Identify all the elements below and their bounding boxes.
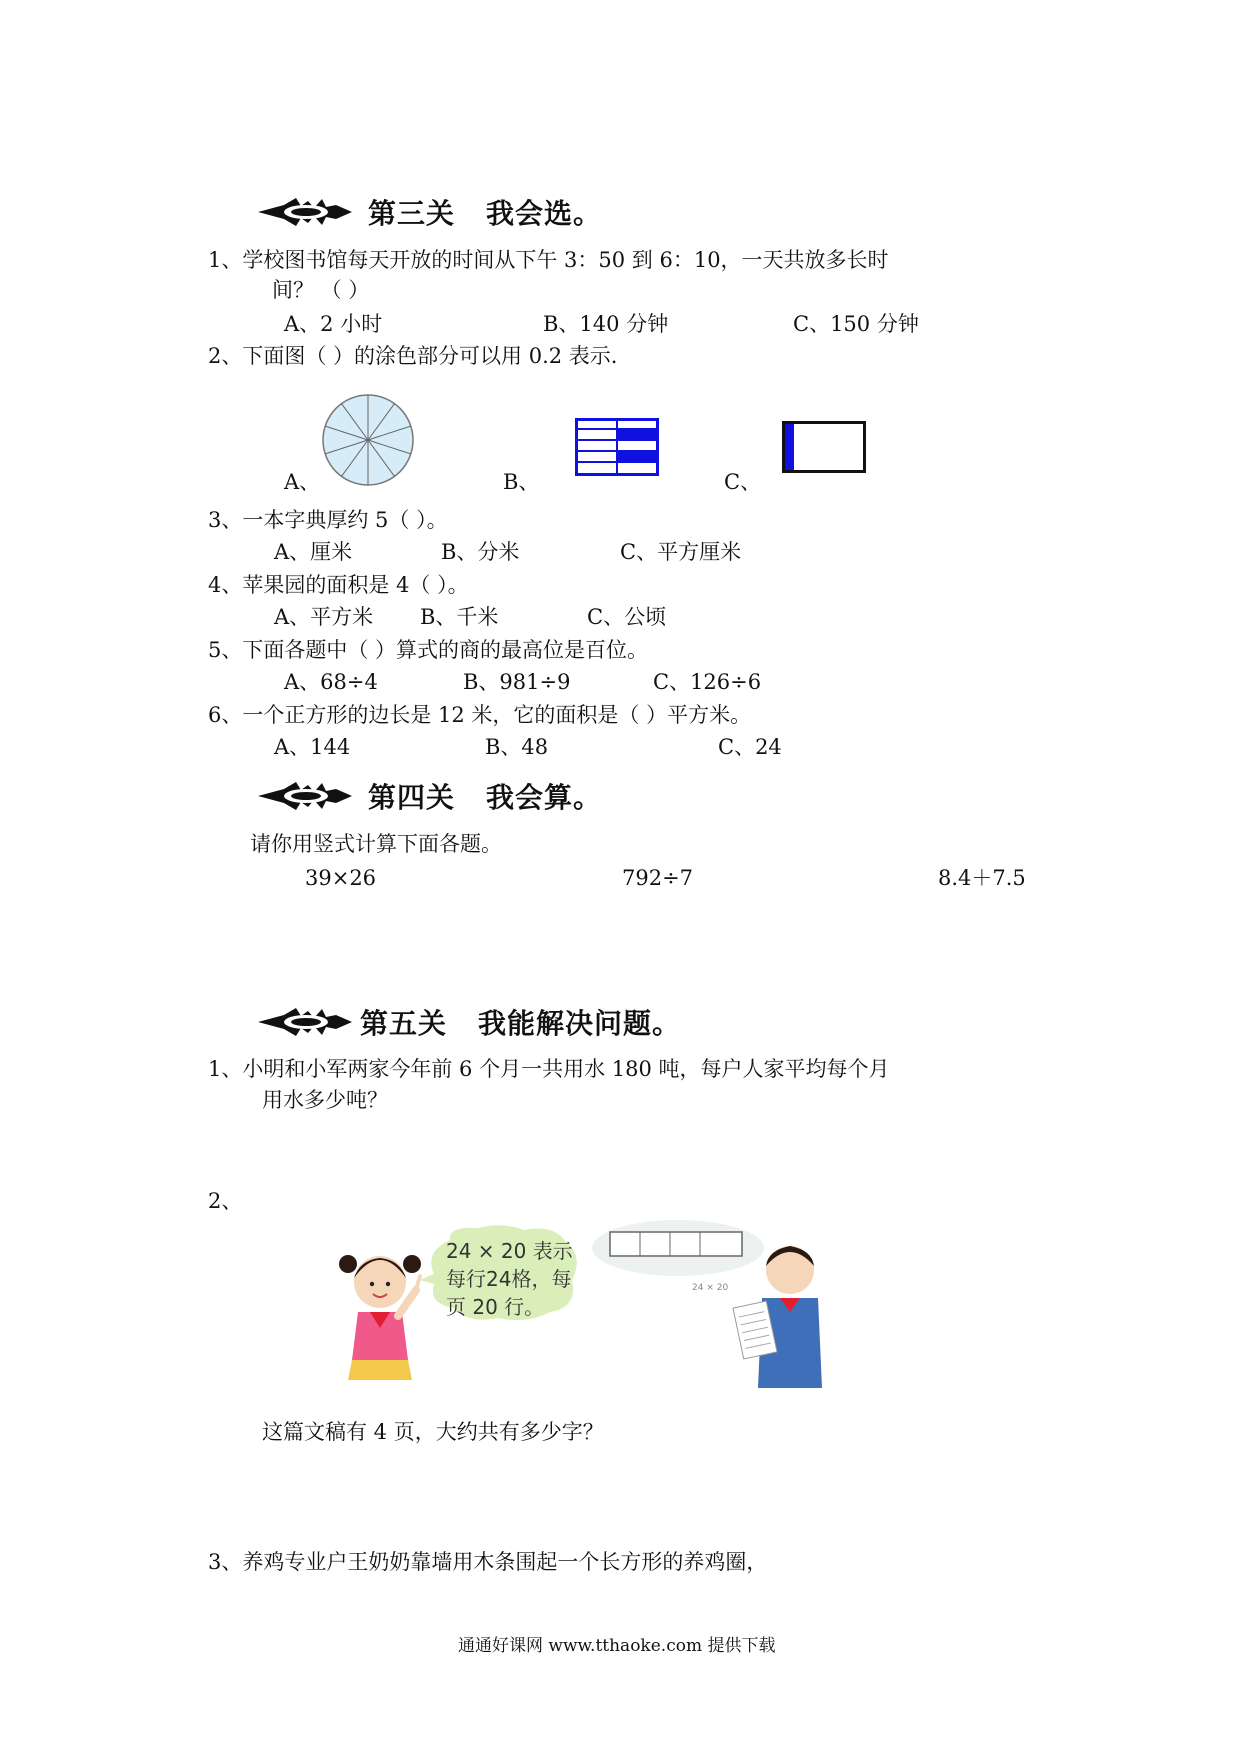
speech-bubble <box>420 1225 577 1320</box>
section5-emblem-icon <box>256 1006 354 1038</box>
q2-option-a: A、 <box>284 470 321 494</box>
q1-option-c: C、150 分钟 <box>793 312 919 336</box>
q2-figure-c-rectangle <box>782 421 866 473</box>
speech-line-1: 24 × 20 表示 <box>446 1239 573 1263</box>
section3-emblem-icon <box>256 196 354 228</box>
q4-option-a: A、平方米 <box>274 605 374 629</box>
q1-line2: 间？ （ ） <box>272 278 370 302</box>
speech-line-2: 每行24格，每 <box>446 1267 572 1291</box>
q2-figure-b-grid <box>575 418 659 476</box>
q2-figure-a-circle <box>320 392 416 488</box>
s5-q1-line1: 1、小明和小军两家今年前 6 个月一共用水 180 吨，每户人家平均每个月 <box>208 1057 890 1081</box>
speech-line-3: 页 20 行。 <box>446 1295 545 1319</box>
q3-text: 3、一本字典厚约 5（ ）。 <box>208 508 448 532</box>
section4-instruction: 请你用竖式计算下面各题。 <box>250 832 502 856</box>
q5-option-b: B、981÷9 <box>463 670 571 694</box>
q1-option-a: A、2 小时 <box>284 312 383 336</box>
manuscript-grid-panel <box>592 1220 764 1293</box>
q2-option-c: C、 <box>724 470 762 494</box>
s5-q2-question: 这篇文稿有 4 页，大约共有多少字？ <box>262 1420 604 1444</box>
q3-option-b: B、分米 <box>441 540 520 564</box>
s5-q2-number: 2、 <box>208 1189 243 1213</box>
s5-q1-line2: 用水多少吨？ <box>262 1088 388 1112</box>
section3-number: 第三关 <box>368 197 456 230</box>
section3-title: 我会选。 <box>486 197 603 230</box>
section4-title: 我会算。 <box>486 781 603 814</box>
q5-option-c: C、126÷6 <box>653 670 762 694</box>
q3-option-c: C、平方厘米 <box>620 540 742 564</box>
page-footer: 通通好课网 www.tthaoke.com 提供下载 <box>458 1636 776 1656</box>
q4-option-b: B、千米 <box>420 605 499 629</box>
q2-text: 2、下面图（ ）的涂色部分可以用 0.2 表示. <box>208 344 618 368</box>
q6-option-c: C、24 <box>718 735 782 759</box>
section5-number: 第五关 <box>360 1007 448 1040</box>
q6-text: 6、一个正方形的边长是 12 米，它的面积是（ ）平方米。 <box>208 703 752 727</box>
q6-option-b: B、48 <box>485 735 549 759</box>
q3-option-a: A、厘米 <box>274 540 353 564</box>
s5-q3-text: 3、养鸡专业户王奶奶靠墙用木条围起一个长方形的养鸡圈， <box>208 1550 768 1574</box>
girl-figure <box>339 1255 421 1380</box>
s5-q2-illustration <box>328 1220 828 1402</box>
q1-line1: 1、学校图书馆每天开放的时间从下午 3：50 到 6：10，一天共放多长时 <box>208 248 889 272</box>
q2-option-b: B、 <box>503 470 540 494</box>
q5-text: 5、下面各题中（ ）算式的商的最高位是百位。 <box>208 638 649 662</box>
calc-problem-1: 39×26 <box>305 866 377 890</box>
q4-option-c: C、公顷 <box>587 605 667 629</box>
section4-emblem-icon <box>256 780 354 812</box>
calc-problem-2: 792÷7 <box>622 866 694 890</box>
section5-title: 我能解决问题。 <box>478 1007 682 1040</box>
paper-label: 24 × 20 <box>692 1283 729 1293</box>
q5-option-a: A、68÷4 <box>284 670 378 694</box>
calc-problem-3: 8.4＋7.5 <box>938 866 1026 890</box>
boy-figure <box>733 1246 822 1388</box>
section4-number: 第四关 <box>368 781 456 814</box>
q6-option-a: A、144 <box>274 735 351 759</box>
q4-text: 4、苹果园的面积是 4（ ）。 <box>208 573 469 597</box>
q1-option-b: B、140 分钟 <box>543 312 669 336</box>
